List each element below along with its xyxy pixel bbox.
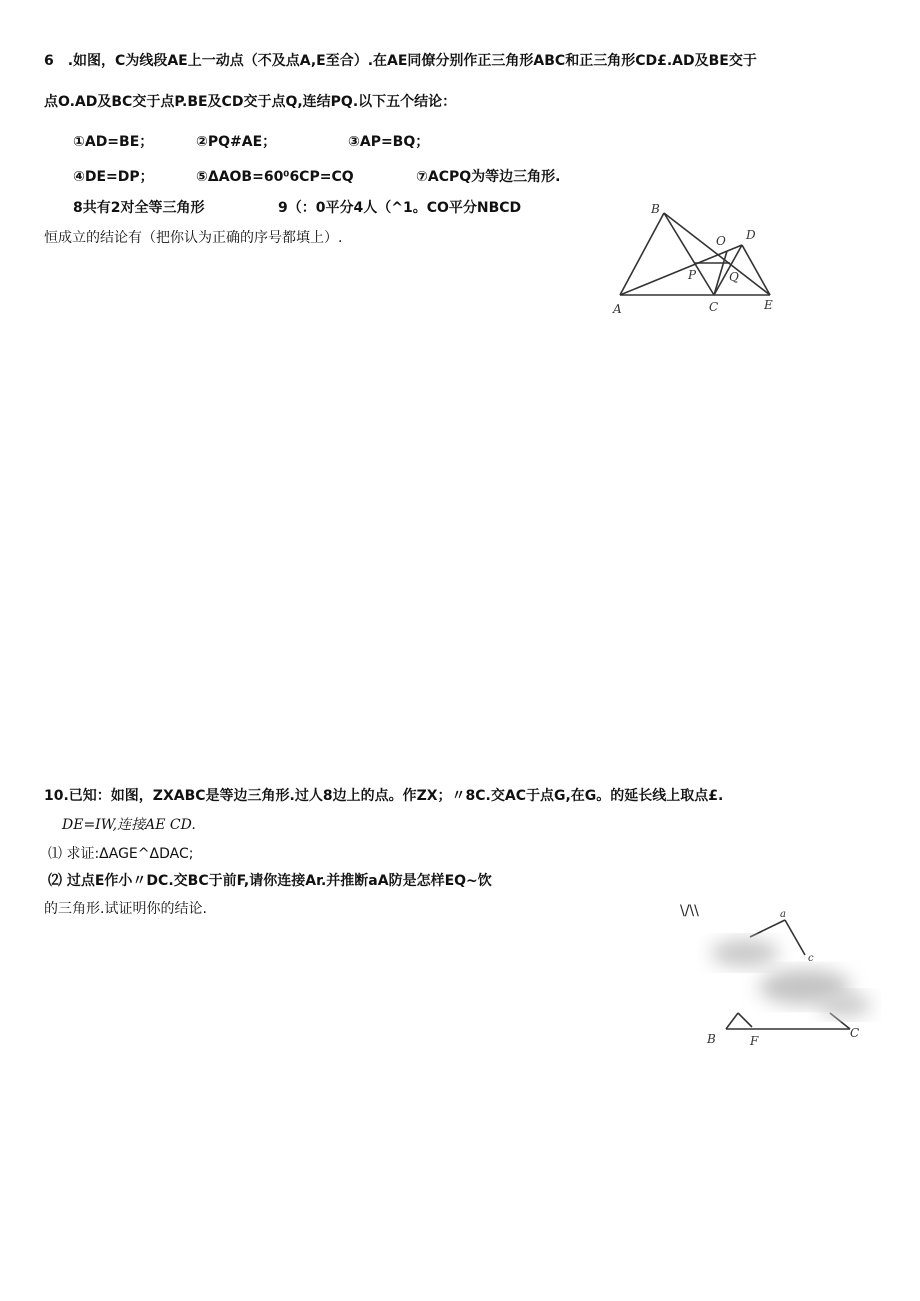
label-O: O: [716, 234, 726, 248]
segment-AB: [620, 213, 664, 295]
label-A: A: [613, 302, 622, 316]
label-B: B: [707, 1032, 716, 1046]
q10-line-1: 10.已知：如图，ZXABC是等边三角形.过人8边上的点。作ZX；〃8C.交AC于点G,在G。的延长线上取点£.: [44, 788, 724, 804]
q6-conclusion-7: ⑦ACPQ为等边三角形.: [416, 169, 561, 185]
segment-BC: [664, 213, 714, 295]
q6-conclusion-3: ③AP=BQ；: [348, 134, 430, 150]
label-C: C: [850, 1026, 860, 1040]
q6-answer-prompt: 恒成立的结论有（把你认为正确的序号都填上）.: [44, 230, 343, 246]
q10-line-2: DE=IW,连接AE CD.: [62, 817, 196, 833]
label-c-top: c: [808, 953, 814, 964]
label-D: D: [746, 228, 756, 242]
q10-part-1: ⑴ 求证:ΔAGE^ΔDAC;: [48, 846, 194, 862]
q6-conclusion-5: ⑤ΔAOB=60⁰6CP=CQ: [196, 169, 354, 185]
q6-figure: [600, 195, 790, 320]
q10-line-5: 的三角形.试证明你的结论.: [44, 901, 207, 917]
label-E: E: [764, 298, 773, 312]
label-a: a: [780, 909, 786, 920]
q6-line-1: 6 .如图，C为线段AE上一动点（不及点A,E至合）.在AE同僚分别作正三角形ABC和正三角形CD£.AD及BE交于: [44, 53, 757, 69]
label-P: P: [688, 268, 697, 282]
q6-conclusion-1: ①AD=BE；: [73, 134, 154, 150]
q6-conclusion-4: ④DE=DP；: [73, 169, 154, 185]
q6-conclusion-9: 9（：0平分4人（^1。CO平分NBCD: [278, 200, 522, 216]
q10-part-2: ⑵ 过点E作小〃DC.交BC于前F,请你连接Ar.并推断aA防是怎样EQ~饮: [48, 873, 492, 889]
label-C: C: [709, 300, 719, 314]
label-Q: Q: [729, 270, 739, 284]
q6-conclusion-2: ②PQ#AE；: [196, 134, 277, 150]
segment-AD: [620, 245, 742, 295]
label-F: F: [750, 1034, 759, 1048]
q6-line-2: 点O.AD及BC交于点P.BE及CD交于点Q,连结PQ.以下五个结论：: [44, 94, 457, 110]
q10-figure-mark: \/\\: [680, 903, 699, 919]
segment-DE: [742, 245, 770, 295]
label-B: B: [651, 202, 660, 216]
q6-conclusion-8: 8共有2对全等三角形: [73, 200, 205, 216]
q10-figure: [680, 895, 890, 1055]
